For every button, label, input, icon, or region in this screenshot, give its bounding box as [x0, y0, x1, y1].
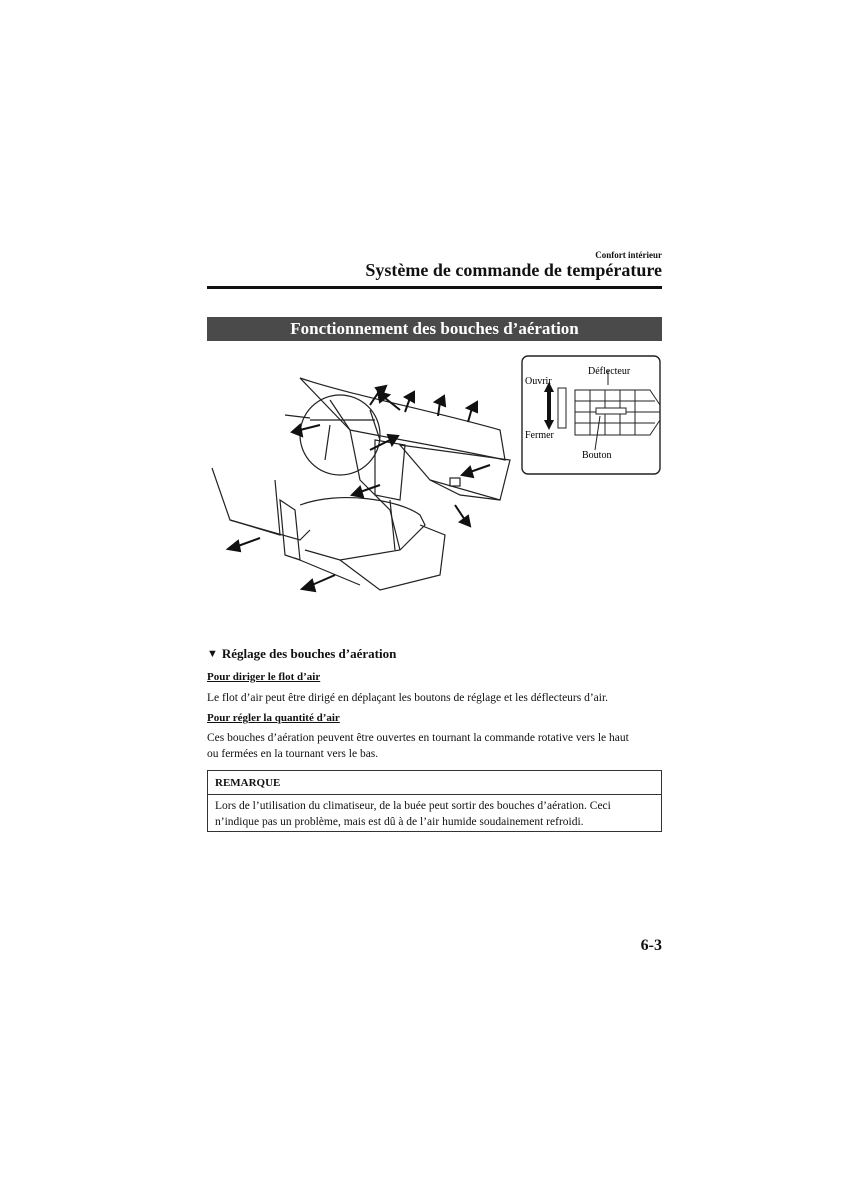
- label-open: Ouvrir: [525, 376, 552, 387]
- note-heading: REMARQUE: [208, 771, 661, 795]
- label-button: Bouton: [582, 450, 612, 461]
- quantity-text-line-1: Ces bouches d’aération peuvent être ouvertes en tournant la commande rotative vers le haut: [207, 732, 629, 744]
- direction-heading: Pour diriger le flot d’air: [207, 671, 321, 683]
- section-label: Confort intérieur: [595, 250, 662, 260]
- section-banner: [207, 317, 662, 341]
- note-text-line-2: n’indique pas un problème, mais est dû à de l’air humide soudainement refroidi.: [215, 816, 584, 828]
- page-number: 6-3: [640, 937, 662, 954]
- label-close: Fermer: [525, 430, 554, 441]
- subheading-text: Réglage des bouches d’aération: [221, 646, 397, 661]
- page-title: Système de commande de température: [365, 260, 662, 280]
- title-rule: [207, 286, 662, 289]
- note-text-line-1: Lors de l’utilisation du climatiseur, de la buée peut sortir des bouches d’aération. Ceci: [215, 800, 611, 812]
- label-deflector: Déflecteur: [588, 366, 631, 377]
- triangle-icon: ▼: [207, 648, 218, 660]
- note-box: [207, 770, 662, 832]
- quantity-heading: Pour régler la quantité d’air: [207, 712, 340, 724]
- quantity-text-line-2: ou fermées en la tournant vers le bas.: [207, 748, 379, 760]
- air-vent-illustration: [200, 350, 670, 600]
- banner-title: Fonctionnement des bouches d’aération: [290, 319, 579, 338]
- direction-text: Le flot d’air peut être dirigé en déplaçant les boutons de réglage et les déflecteurs d’air.: [207, 692, 609, 704]
- subheading: [207, 646, 396, 662]
- note-body: [208, 795, 661, 833]
- quantity-text: [207, 730, 663, 762]
